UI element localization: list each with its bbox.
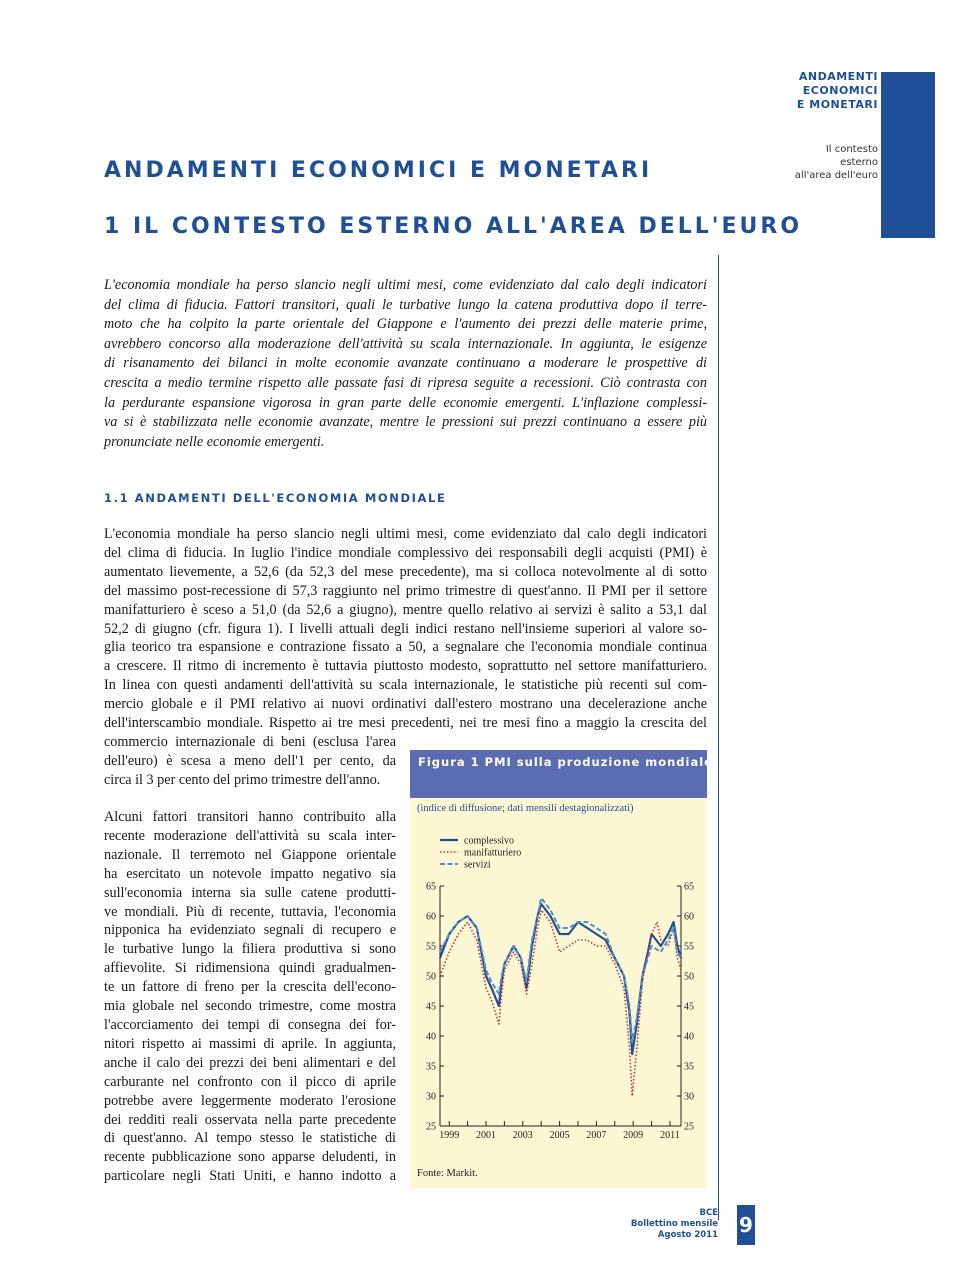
body-paragraph [104, 525, 707, 733]
section-heading: 1.1 ANDAMENTI DELL'ECONOMIA MONDIALE [104, 491, 447, 505]
y-tick-label-left: 30 [426, 1091, 436, 1103]
series-line-manifatturiero [440, 910, 681, 1096]
body-line: mia globale nel secondo trimestre, come mostra [104, 998, 396, 1015]
body-line: del massimo post-recessione di 57,3 raggiunto nel primo trimestre di quest'anno. Il PMI per il settore [104, 582, 707, 599]
body-line: L'economia mondiale ha perso slancio negli ultimi mesi, come evidenziato dal calo degli indicatori [104, 526, 707, 542]
running-subheader-line: all'area dell'euro [794, 170, 878, 181]
running-header-line: ECONOMICI [802, 84, 878, 97]
y-tick-label-right: 25 [684, 1121, 694, 1133]
figure-panel [410, 750, 713, 1188]
body-line: recente moderazione dell'attività su scala inter- [104, 827, 396, 844]
y-tick-label-left: 35 [426, 1061, 436, 1073]
x-tick-label: 2005 [549, 1130, 570, 1141]
page-number: 9 [739, 1213, 753, 1237]
legend-label-complessivo: complessivo [464, 835, 514, 847]
intro-line: moto che ha colpito la parte orientale del Giappone e l'aumento dei prezzi delle materie prime, [104, 316, 707, 333]
body-paragraph-2 [104, 808, 396, 1186]
body-line: l'accorciamento dei tempi di consegna dei for- [104, 1016, 396, 1033]
body-line: nazionale. Il terremoto nel Giappone orientale [104, 846, 396, 863]
intro-line: avrebbero concorso alla moderazione dell'attività su scala internazionale. In aggiunta, le esigenze [104, 335, 707, 352]
body-line: In linea con questi andamenti dell'attività su scala internazionale, le statistiche più recenti sul com- [104, 677, 707, 694]
page-title: ANDAMENTI ECONOMICI E MONETARI [104, 158, 653, 183]
body-line: manifatturiero è sceso a 51,0 (da 52,6 a giugno), mentre quello relativo ai servizi è salito a 53,1 dal [104, 601, 707, 618]
figure-source: Fonte: Markit. [417, 1168, 478, 1179]
intro-line: pronunciate nelle economie emergenti. [104, 433, 325, 450]
chapter-title: 1 IL CONTESTO ESTERNO ALL'AREA DELL'EURO [104, 214, 803, 239]
y-tick-label-left: 55 [426, 941, 436, 953]
body-line: ha esercitato un notevole impatto negativo sia [104, 865, 396, 882]
footer-publication [631, 1208, 718, 1241]
body-line: potrebbe avere leggermente moderato l'erosione [104, 1092, 396, 1109]
intro-paragraph [104, 276, 707, 452]
body-line: sull'economia interna sia sulle catene produtti- [104, 884, 396, 901]
running-header-line: ANDAMENTI [798, 70, 878, 83]
margin-rule [718, 255, 719, 1220]
body-line: affievolite. Si ridimensiona quindi gradualmen- [104, 960, 396, 977]
y-tick-label-right: 35 [684, 1061, 694, 1073]
series-line-servizi [440, 898, 681, 1042]
y-tick-label-right: 50 [684, 971, 694, 983]
body-line: 52,2 di giugno (cfr. figura 1). I livelli attuali degli indici restano nell'insieme superiori al valore so- [104, 620, 707, 637]
x-tick-label: 1999 [439, 1130, 460, 1141]
body-line: dei redditi reali osservata nella parte precedente [104, 1111, 396, 1128]
body-line: circa il 3 per cento del primo trimestre dell'anno. [104, 771, 381, 788]
body-line: particolare negli Stati Uniti, e hanno indotto a [104, 1168, 396, 1185]
y-tick-label-right: 55 [684, 941, 694, 953]
y-tick-label-right: 45 [684, 1001, 694, 1013]
body-line: te un fattore di freno per la crescita dell'econo- [104, 979, 396, 996]
body-line: aumentato lievemente, a 52,6 (da 52,3 del mese precedente), ma si colloca notevolmente al di sotto [104, 563, 707, 580]
intro-line: la perdurante espansione vigorosa in gran parte delle economie emergenti. L'inflazione complessi- [104, 394, 707, 411]
body-line: Alcuni fattori transitori hanno contribuito alla [104, 809, 396, 825]
section-side-tab [881, 72, 935, 238]
body-line: mercio globale e il PMI relativo ai nuovi ordinativi dall'estero mostrano una decelerazione anche [104, 696, 707, 713]
x-tick-label: 2009 [623, 1130, 644, 1141]
intro-line: del clima di fiducia. Fattori transitori, quali le turbative lungo la catena produttiva dopo il terre- [104, 296, 707, 313]
figure-title-bar [410, 750, 713, 798]
body-line: a crescere. Il ritmo di incremento è tuttavia piuttosto modesto, soprattutto nel settore manifatturiero. [104, 658, 707, 675]
y-tick-label-right: 40 [684, 1031, 694, 1043]
body-line: dell'euro) è scesa a meno dell'1 per cento, da [104, 752, 396, 769]
x-tick-label: 2003 [512, 1130, 533, 1141]
intro-line: di risanamento dei bilanci in molte economie avanzate continuano a moderare le prospettive di [104, 355, 707, 372]
y-tick-label-left: 65 [426, 881, 436, 893]
body-line: commercio internazionale di beni (esclusa l'area [104, 734, 396, 750]
body-line: le turbative lungo la filiera produttiva si sono [104, 941, 396, 958]
body-line: del clima di fiducia. In luglio l'indice mondiale complessivo dei responsabili degli acquisti (PMI) è [104, 544, 707, 561]
footer-line: Agosto 2011 [657, 1230, 718, 1240]
x-tick-label: 2007 [586, 1130, 607, 1141]
intro-line: crescita a medio termine rispetto alle passate fasi di ripresa seguite a recessioni. Ciò contrasta con [104, 374, 707, 391]
legend-label-servizi: servizi [464, 859, 491, 871]
legend-label-manifatturiero: manifatturiero [464, 847, 522, 859]
body-line: recente pubblicazione sono apparse deludenti, in [104, 1149, 396, 1166]
running-header-line: E MONETARI [796, 98, 878, 111]
running-header-subsection [718, 143, 878, 182]
figure-title: Figura 1 PMI sulla produzione mondiale [418, 755, 713, 769]
y-tick-label-left: 45 [426, 1001, 436, 1013]
footer-line: BCE [699, 1208, 718, 1218]
body-line: di quest'anno. Al tempo stesso le statistiche di [104, 1130, 396, 1147]
intro-line: va si è stabilizzata nelle economie avanzate, mentre le pressioni sui prezzi continuano a essere più [104, 414, 707, 431]
running-subheader-line: Il contesto [825, 144, 878, 155]
y-tick-label-left: 40 [426, 1031, 436, 1043]
body-line: nipponica ha evidenziato segnali di recupero e [104, 922, 396, 939]
x-tick-label: 2001 [475, 1130, 496, 1141]
running-header-section [718, 70, 878, 112]
y-tick-label-left: 25 [426, 1121, 436, 1133]
y-tick-label-left: 50 [426, 971, 436, 983]
series-line-complessivo [440, 904, 681, 1054]
body-line: anche il calo dei prezzi dei beni alimentari e del [104, 1054, 396, 1071]
y-tick-label-right: 60 [684, 911, 694, 923]
x-tick-label: 2011 [660, 1130, 680, 1141]
body-line: ve mondiali. Più di recente, tuttavia, l'economia [104, 903, 396, 920]
body-line: carburante nel confronto con il picco di aprile [104, 1073, 396, 1090]
y-tick-label-left: 60 [426, 911, 436, 923]
body-paragraph-continued [104, 733, 396, 790]
body-line: dell'interscambio mondiale. Rispetto ai tre mesi precedenti, nei tre mesi fino a maggio la crescita del [104, 715, 707, 732]
intro-line: L'economia mondiale ha perso slancio negli ultimi mesi, come evidenziato dal calo degli indicatori [104, 277, 707, 293]
y-tick-label-right: 65 [684, 881, 694, 893]
body-line: glia teorico tra espansione e contrazione fissato a 50, a segnalare che l'economia mondiale continua [104, 639, 707, 656]
pmi-line-chart [410, 820, 707, 1160]
y-tick-label-right: 30 [684, 1091, 694, 1103]
footer-line: Bollettino mensile [630, 1219, 718, 1229]
running-subheader-line: esterno [840, 157, 878, 168]
body-line: nitori rispetto ai massimi di aprile. In aggiunta, [104, 1035, 396, 1052]
figure-subtitle: (indice di diffusione; dati mensili destagionalizzati) [417, 803, 634, 814]
